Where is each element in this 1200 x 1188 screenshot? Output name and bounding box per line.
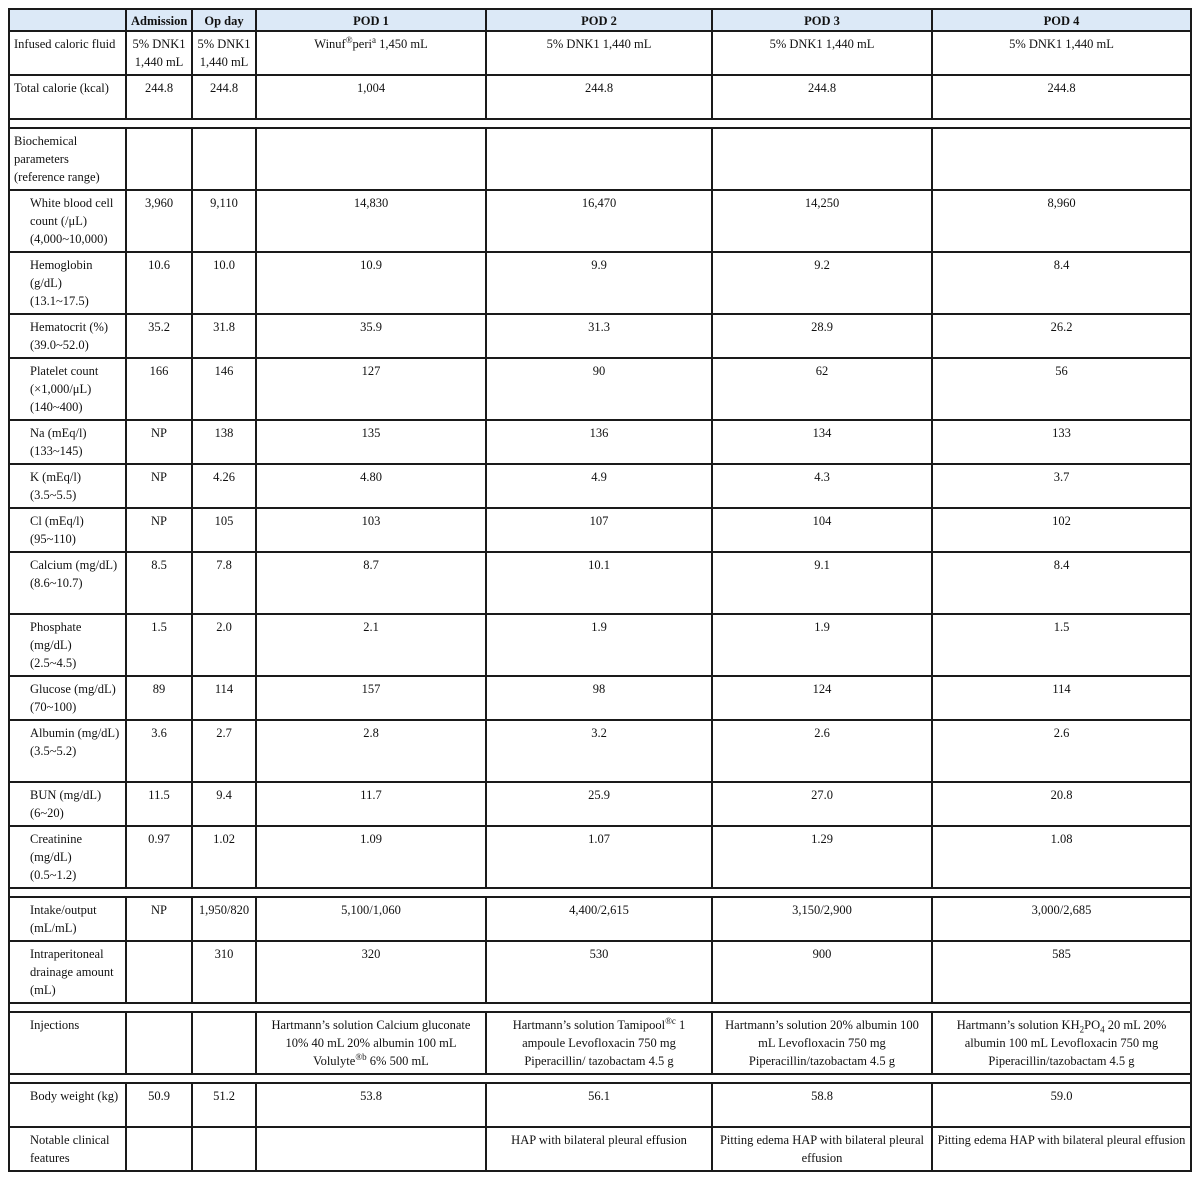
- row-label-k: K (mEq/l) (3.5~5.5): [9, 464, 126, 508]
- cell-text: peri: [352, 37, 372, 51]
- header-cell-admission: Admission: [126, 9, 192, 31]
- cell-text: Hartmann’s solution Calcium gluconate 10% 40 mL 20% albumin 100 mL Volulyte: [271, 1018, 471, 1068]
- cell-io-pod4: 3,000/2,685: [932, 897, 1191, 941]
- cell-inj-pod1: [256, 1012, 486, 1074]
- cell-hgb-pod1: 10.9: [256, 252, 486, 314]
- cell-phos-pod3: 1.9: [712, 614, 932, 676]
- cell-alb-pod4: 2.6: [932, 720, 1191, 782]
- cell-wbc-admission: 3,960: [126, 190, 192, 252]
- cell-text: PO: [1084, 1018, 1101, 1032]
- cell-na-admission: NP: [126, 420, 192, 464]
- cell-bun-pod3: 27.0: [712, 782, 932, 826]
- cell-alb-admission: 3.6: [126, 720, 192, 782]
- cell-plt-pod3: 62: [712, 358, 932, 420]
- cell-cr-admission: 0.97: [126, 826, 192, 888]
- cell-k-op-day: 4.26: [192, 464, 256, 508]
- cell-bw-pod2: 56.1: [486, 1083, 712, 1127]
- cell-cl-pod1: 103: [256, 508, 486, 552]
- cell-wbc-pod2: 16,470: [486, 190, 712, 252]
- cell-io-pod1: 5,100/1,060: [256, 897, 486, 941]
- cell-cr-pod1: 1.09: [256, 826, 486, 888]
- separator-cell: [9, 1003, 1191, 1012]
- cell-drain-pod2: 530: [486, 941, 712, 1003]
- cell-glu-op-day: 114: [192, 676, 256, 720]
- cell-bun-op-day: 9.4: [192, 782, 256, 826]
- cell-notable-op-day: [192, 1127, 256, 1171]
- cell-wbc-pod3: 14,250: [712, 190, 932, 252]
- cell-total_cal-admission: 244.8: [126, 75, 192, 119]
- cell-glu-pod2: 98: [486, 676, 712, 720]
- cell-hct-pod4: 26.2: [932, 314, 1191, 358]
- superscript-mark: ®: [345, 34, 353, 45]
- cell-bun-admission: 11.5: [126, 782, 192, 826]
- row-label-inj: Injections: [9, 1012, 126, 1074]
- row-label-hgb: Hemoglobin (g/dL) (13.1~17.5): [9, 252, 126, 314]
- superscript-mark: a: [371, 34, 376, 45]
- cell-infused-pod3: 5% DNK1 1,440 mL: [712, 31, 932, 75]
- table-row: [9, 358, 1191, 420]
- cell-text: 1 ampoule Levofloxacin 750 mg Piperacillin/ tazobactam 4.5 g: [522, 1018, 686, 1068]
- cell-na-pod2: 136: [486, 420, 712, 464]
- cell-biochem-pod4: [932, 128, 1191, 190]
- cell-text: 1,450 mL: [375, 37, 428, 51]
- cell-hct-pod2: 31.3: [486, 314, 712, 358]
- cell-biochem-op-day: [192, 128, 256, 190]
- header-row: [9, 9, 1191, 31]
- row-label-bw: Body weight (kg): [9, 1083, 126, 1127]
- header-cell-pod1: POD 1: [256, 9, 486, 31]
- cell-alb-op-day: 2.7: [192, 720, 256, 782]
- section-separator: [9, 1074, 1191, 1083]
- cell-cr-op-day: 1.02: [192, 826, 256, 888]
- table-row: [9, 1127, 1191, 1171]
- cell-plt-admission: 166: [126, 358, 192, 420]
- cell-inj-admission: [126, 1012, 192, 1074]
- separator-cell: [9, 119, 1191, 128]
- cell-wbc-pod4: 8,960: [932, 190, 1191, 252]
- header-cell-pod2: POD 2: [486, 9, 712, 31]
- cell-bun-pod1: 11.7: [256, 782, 486, 826]
- cell-phos-pod1: 2.1: [256, 614, 486, 676]
- cell-wbc-op-day: 9,110: [192, 190, 256, 252]
- cell-k-pod4: 3.7: [932, 464, 1191, 508]
- cell-plt-pod4: 56: [932, 358, 1191, 420]
- cell-inj-pod4: [932, 1012, 1191, 1074]
- superscript-mark: ®c: [665, 1015, 676, 1026]
- cell-biochem-pod1: [256, 128, 486, 190]
- cell-drain-pod3: 900: [712, 941, 932, 1003]
- separator-cell: [9, 1074, 1191, 1083]
- cell-hgb-pod4: 8.4: [932, 252, 1191, 314]
- table-row: [9, 31, 1191, 75]
- cell-glu-admission: 89: [126, 676, 192, 720]
- cell-k-pod2: 4.9: [486, 464, 712, 508]
- cell-infused-pod2: 5% DNK1 1,440 mL: [486, 31, 712, 75]
- table-row: [9, 420, 1191, 464]
- cell-notable-pod2: HAP with bilateral pleural effusion: [486, 1127, 712, 1171]
- cell-text: Hartmann’s solution Tamipool: [512, 1018, 666, 1032]
- cell-infused-op-day: 5% DNK1 1,440 mL: [192, 31, 256, 75]
- table-row: [9, 941, 1191, 1003]
- cell-total_cal-op-day: 244.8: [192, 75, 256, 119]
- cell-plt-pod1: 127: [256, 358, 486, 420]
- cell-cl-pod4: 102: [932, 508, 1191, 552]
- cell-biochem-pod2: [486, 128, 712, 190]
- table-row: [9, 252, 1191, 314]
- row-label-cr: Creatinine (mg/dL) (0.5~1.2): [9, 826, 126, 888]
- header-cell-pod4: POD 4: [932, 9, 1191, 31]
- cell-inj-pod3: Hartmann’s solution 20% albumin 100 mL Levofloxacin 750 mg Piperacillin/tazobactam 4.5 g: [712, 1012, 932, 1074]
- cell-na-pod4: 133: [932, 420, 1191, 464]
- cell-hct-pod1: 35.9: [256, 314, 486, 358]
- cell-hgb-pod2: 9.9: [486, 252, 712, 314]
- cell-cr-pod3: 1.29: [712, 826, 932, 888]
- table-row: [9, 508, 1191, 552]
- cell-phos-op-day: 2.0: [192, 614, 256, 676]
- table-row: [9, 190, 1191, 252]
- separator-cell: [9, 888, 1191, 897]
- row-label-ca: Calcium (mg/dL) (8.6~10.7): [9, 552, 126, 614]
- cell-io-admission: NP: [126, 897, 192, 941]
- cell-ca-op-day: 7.8: [192, 552, 256, 614]
- cell-cr-pod4: 1.08: [932, 826, 1191, 888]
- row-label-notable: Notable clinical features: [9, 1127, 126, 1171]
- cell-cl-op-day: 105: [192, 508, 256, 552]
- row-label-hct: Hematocrit (%) (39.0~52.0): [9, 314, 126, 358]
- cell-ca-admission: 8.5: [126, 552, 192, 614]
- clinical-course-table: [8, 8, 1192, 1172]
- table-row: [9, 676, 1191, 720]
- cell-bw-op-day: 51.2: [192, 1083, 256, 1127]
- cell-infused-pod1: [256, 31, 486, 75]
- row-label-wbc: White blood cell count (/μL) (4,000~10,000): [9, 190, 126, 252]
- cell-alb-pod2: 3.2: [486, 720, 712, 782]
- header-cell-pod3: POD 3: [712, 9, 932, 31]
- cell-ca-pod1: 8.7: [256, 552, 486, 614]
- cell-io-pod2: 4,400/2,615: [486, 897, 712, 941]
- cell-io-pod3: 3,150/2,900: [712, 897, 932, 941]
- table-row: [9, 464, 1191, 508]
- cell-inj-op-day: [192, 1012, 256, 1074]
- cell-na-pod3: 134: [712, 420, 932, 464]
- cell-k-admission: NP: [126, 464, 192, 508]
- cell-wbc-pod1: 14,830: [256, 190, 486, 252]
- cell-na-pod1: 135: [256, 420, 486, 464]
- table-body: [9, 31, 1191, 1171]
- cell-drain-pod4: 585: [932, 941, 1191, 1003]
- cell-ca-pod4: 8.4: [932, 552, 1191, 614]
- cell-drain-admission: [126, 941, 192, 1003]
- cell-ca-pod3: 9.1: [712, 552, 932, 614]
- row-label-na: Na (mEq/l) (133~145): [9, 420, 126, 464]
- cell-plt-pod2: 90: [486, 358, 712, 420]
- table-row: [9, 826, 1191, 888]
- row-label-alb: Albumin (mg/dL) (3.5~5.2): [9, 720, 126, 782]
- cell-text: Hartmann’s solution KH: [956, 1018, 1080, 1032]
- cell-drain-op-day: 310: [192, 941, 256, 1003]
- cell-phos-pod4: 1.5: [932, 614, 1191, 676]
- table-row: [9, 314, 1191, 358]
- cell-k-pod3: 4.3: [712, 464, 932, 508]
- header-cell-label: [9, 9, 126, 31]
- cell-notable-pod1: [256, 1127, 486, 1171]
- cell-bw-pod4: 59.0: [932, 1083, 1191, 1127]
- cell-bw-pod3: 58.8: [712, 1083, 932, 1127]
- cell-hct-admission: 35.2: [126, 314, 192, 358]
- cell-io-op-day: 1,950/820: [192, 897, 256, 941]
- row-label-glu: Glucose (mg/dL) (70~100): [9, 676, 126, 720]
- cell-infused-admission: 5% DNK1 1,440 mL: [126, 31, 192, 75]
- table-row: [9, 1012, 1191, 1074]
- cell-cl-admission: NP: [126, 508, 192, 552]
- table-row: [9, 552, 1191, 614]
- row-label-infused: Infused caloric fluid: [9, 31, 126, 75]
- cell-alb-pod1: 2.8: [256, 720, 486, 782]
- cell-ca-pod2: 10.1: [486, 552, 712, 614]
- cell-hct-pod3: 28.9: [712, 314, 932, 358]
- table-row: [9, 614, 1191, 676]
- cell-total_cal-pod1: 1,004: [256, 75, 486, 119]
- cell-total_cal-pod4: 244.8: [932, 75, 1191, 119]
- table-row: [9, 897, 1191, 941]
- cell-total_cal-pod2: 244.8: [486, 75, 712, 119]
- cell-bun-pod2: 25.9: [486, 782, 712, 826]
- row-label-bun: BUN (mg/dL) (6~20): [9, 782, 126, 826]
- table-row: [9, 720, 1191, 782]
- row-label-biochem: Biochemical parameters (reference range): [9, 128, 126, 190]
- cell-biochem-pod3: [712, 128, 932, 190]
- cell-text: Winuf: [314, 37, 346, 51]
- cell-text: 6% 500 mL: [366, 1054, 429, 1068]
- row-label-cl: Cl (mEq/l) (95~110): [9, 508, 126, 552]
- cell-phos-pod2: 1.9: [486, 614, 712, 676]
- cell-hgb-admission: 10.6: [126, 252, 192, 314]
- cell-biochem-admission: [126, 128, 192, 190]
- cell-notable-pod4: Pitting edema HAP with bilateral pleural effusion: [932, 1127, 1191, 1171]
- cell-hgb-op-day: 10.0: [192, 252, 256, 314]
- cell-alb-pod3: 2.6: [712, 720, 932, 782]
- cell-k-pod1: 4.80: [256, 464, 486, 508]
- row-label-total_cal: Total calorie (kcal): [9, 75, 126, 119]
- cell-drain-pod1: 320: [256, 941, 486, 1003]
- table-row: [9, 782, 1191, 826]
- cell-cr-pod2: 1.07: [486, 826, 712, 888]
- row-label-drain: Intraperitoneal drainage amount (mL): [9, 941, 126, 1003]
- cell-na-op-day: 138: [192, 420, 256, 464]
- cell-bun-pod4: 20.8: [932, 782, 1191, 826]
- cell-phos-admission: 1.5: [126, 614, 192, 676]
- cell-glu-pod4: 114: [932, 676, 1191, 720]
- cell-inj-pod2: [486, 1012, 712, 1074]
- cell-hgb-pod3: 9.2: [712, 252, 932, 314]
- subscript-mark: 2: [1079, 1024, 1085, 1035]
- section-separator: [9, 1003, 1191, 1012]
- row-label-phos: Phosphate (mg/dL) (2.5~4.5): [9, 614, 126, 676]
- cell-glu-pod1: 157: [256, 676, 486, 720]
- cell-text: 20 mL 20% albumin 100 mL Levofloxacin 750 mg Piperacillin/tazobactam 4.5 g: [964, 1018, 1167, 1068]
- header-cell-op-day: Op day: [192, 9, 256, 31]
- cell-total_cal-pod3: 244.8: [712, 75, 932, 119]
- cell-cl-pod2: 107: [486, 508, 712, 552]
- row-label-plt: Platelet count (×1,000/μL) (140~400): [9, 358, 126, 420]
- cell-bw-admission: 50.9: [126, 1083, 192, 1127]
- cell-cl-pod3: 104: [712, 508, 932, 552]
- subscript-mark: 4: [1100, 1024, 1105, 1035]
- table-row: [9, 128, 1191, 190]
- cell-glu-pod3: 124: [712, 676, 932, 720]
- cell-bw-pod1: 53.8: [256, 1083, 486, 1127]
- row-label-io: Intake/output (mL/mL): [9, 897, 126, 941]
- table-row: [9, 1083, 1191, 1127]
- cell-notable-pod3: Pitting edema HAP with bilateral pleural effusion: [712, 1127, 932, 1171]
- cell-hct-op-day: 31.8: [192, 314, 256, 358]
- cell-notable-admission: [126, 1127, 192, 1171]
- cell-infused-pod4: 5% DNK1 1,440 mL: [932, 31, 1191, 75]
- superscript-mark: ®b: [355, 1051, 367, 1062]
- section-separator: [9, 888, 1191, 897]
- cell-plt-op-day: 146: [192, 358, 256, 420]
- table-row: [9, 75, 1191, 119]
- section-separator: [9, 119, 1191, 128]
